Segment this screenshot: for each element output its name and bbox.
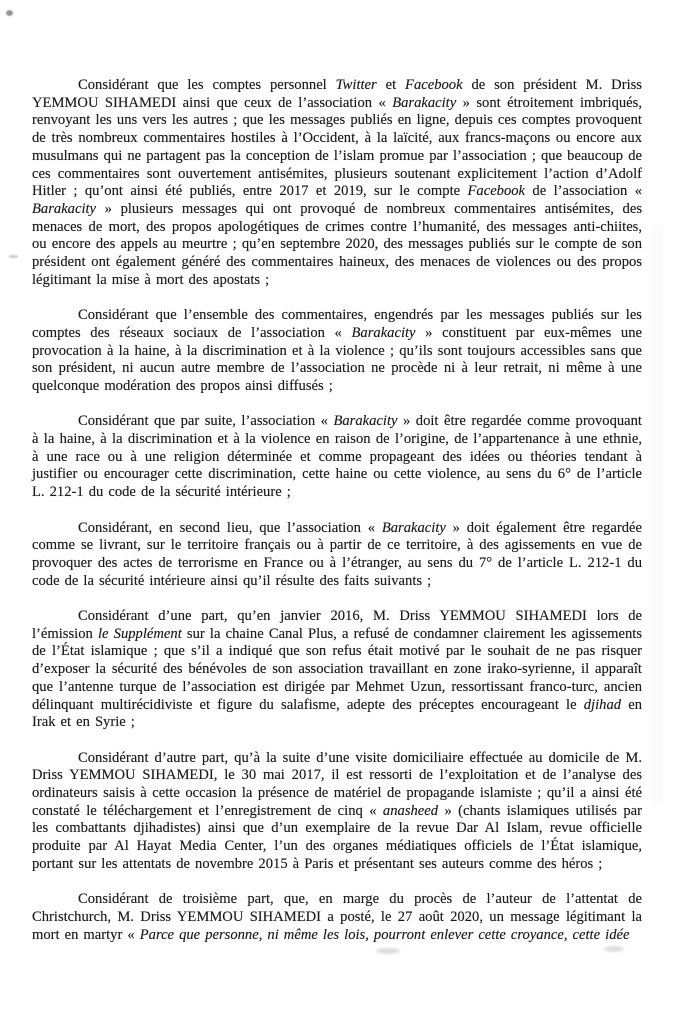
paragraph (32, 608, 642, 732)
paragraph (32, 750, 642, 874)
text-run: de son président M. Driss YEMMOU SIHAMEDI ainsi que ceux de l’association « (32, 77, 642, 111)
italic-text-run: Facebook (405, 77, 463, 93)
text-run: en Irak et en Syrie ; (32, 696, 642, 731)
text-run: » constituent par eux-mêmes une provocation à la haine, à la discrimination et à la violence ; qu’ils sont toujours accessibles sans que son président, ni aucun autre membre de l’association ne procède ni à leur retrait, ni même à une quelconque modération des propos ainsi diffusés ; (32, 324, 643, 394)
paragraph (32, 413, 642, 502)
text-run: » sont étroitement imbriqués, renvoyant les uns vers les autres ; que les messages publiés en ligne, depuis ces comptes provoquent de très nombreux commentaires hostiles à l’Occident, à la laïcité, aux francs-maçons ou encore aux musulmans qui ne partagent pas la conception de l’islam promue par l’association ; que beaucoup de ces commentaires sont ouvertement antisémites, plusieurs soutenant explicitement l’action d’Adolf Hitler ; qu’ont ainsi été publiés, entre 2017 et 2019, sur le compte (32, 94, 642, 200)
text-run: de l’association « (525, 183, 643, 200)
italic-text-run: djihad (583, 696, 622, 713)
italic-text-run: Parce que personne, ni même les lois, pourront enlever cette croyance, cette idée (139, 926, 630, 943)
text-run: Considérant que l’ensemble des commentaires, engendrés par les messages publiés sur les comptes des réseaux sociaux de l’association « (32, 307, 642, 341)
italic-text-run: Barakacity (381, 519, 446, 536)
paragraph (32, 520, 642, 591)
italic-text-run: anasheed (382, 802, 439, 819)
italic-text-run: Barakacity (351, 324, 416, 341)
text-run: et (376, 77, 406, 93)
scan-speck (9, 255, 18, 258)
text-run: Considérant d’autre part, qu’à la suite d’une visite domiciliaire effectuée au domicile de M. Driss YEMMOU SIHAMEDI, le 30 mai 2017, il est ressorti de l’exploitation et de l’analyse des ordinateurs saisis à cette occasion la présence de matériel de propagande islamiste ; qu’il a ainsi été constaté le téléchargement et l’enregistrement de cinq « (32, 749, 642, 819)
italic-text-run: Facebook (467, 183, 526, 200)
italic-text-run: Barakacity (32, 200, 97, 217)
text-run: » plusieurs messages qui ont provoqué de nombreux commentaires antisémites, des menaces de mort, des propos apologétiques de crimes contre l’humanité, des messages anti-chiites, ou encore des appels au meurtre ; qu’en septembre 2020, des messages publiés sur le compte de son président ont également généré des commentaires haineux, des menaces de violences ou des propos légitimant la mise à mort des apostats ; (32, 200, 642, 288)
italic-text-run: Twitter (335, 77, 377, 93)
italic-text-run: Barakacity (333, 413, 398, 430)
text-run: Considérant que par suite, l’association « (78, 413, 334, 430)
scan-edge-shade (651, 225, 663, 805)
text-run: » doit être regardée comme provoquant à la haine, à la discrimination et à la violence en raison de l’origine, de l’appartenance à une ethnie, à une race ou à une religion déterminée et comme propageant des idées ou théories tendant à justifier ou encourager cette discrimination, cette haine ou cette violence, au sens du 6° de l’article L. 212-1 du code de la sécurité intérieure ; (32, 413, 642, 501)
italic-text-run: Barakacity (392, 94, 457, 111)
text-run: Considérant, en second lieu, que l’association « (78, 519, 382, 536)
paragraph (32, 77, 642, 289)
paragraph (32, 307, 642, 396)
text-run: » doit également être regardée comme se livrant, sur le territoire français ou à partir de ce territoire, à des agissements en vue de provoquer des actes de terrorisme en France ou à l’étranger, au sens du 7° de l’article L. 212-1 du code de la sécurité intérieure ainsi qu’il résulte des faits suivants ; (32, 519, 642, 589)
italic-text-run: le Supplément (97, 625, 182, 642)
text-run: sur la chaine Canal Plus, a refusé de condamner clairement les agissements de l’État islamique ; que s’il a indiqué que son refus était motivé par le souhait de ne pas risquer d’exposer la sécurité des bénévoles de son association travaillant en zone irako-syrienne, il apparaît que l’antenne turque de l’association est dirigée par Mehmet Uzun, ressortissant franco-turc, ancien délinquant multirécidiviste et figure du salafisme, adepte des préceptes encourageant le (32, 625, 642, 713)
text-run: » (chants islamiques utilisés par les combattants djihadistes) ainsi que d’un exemplaire de la revue Dar Al Islam, revue officielle produite par Al Hayat Media Center, l’un des organes médiatiques officiels de l’État islamique, portant sur les attentats de novembre 2015 à Paris et présentant ses auteurs comme des héros ; (32, 802, 642, 872)
document-text (32, 77, 642, 962)
paragraph (32, 891, 642, 944)
text-run: Considérant de troisième part, que, en marge du procès de l’auteur de l’attentat de Christchurch, M. Driss YEMMOU SIHAMEDI a posté, le 27 août 2020, un message légitimant la mort en martyr « (32, 891, 642, 943)
text-run: Considérant que les comptes personnel (78, 77, 336, 93)
scan-speck (6, 10, 13, 16)
text-run: Considérant d’une part, qu’en janvier 2016, M. Driss YEMMOU SIHAMEDI lors de l’émission (32, 608, 642, 642)
